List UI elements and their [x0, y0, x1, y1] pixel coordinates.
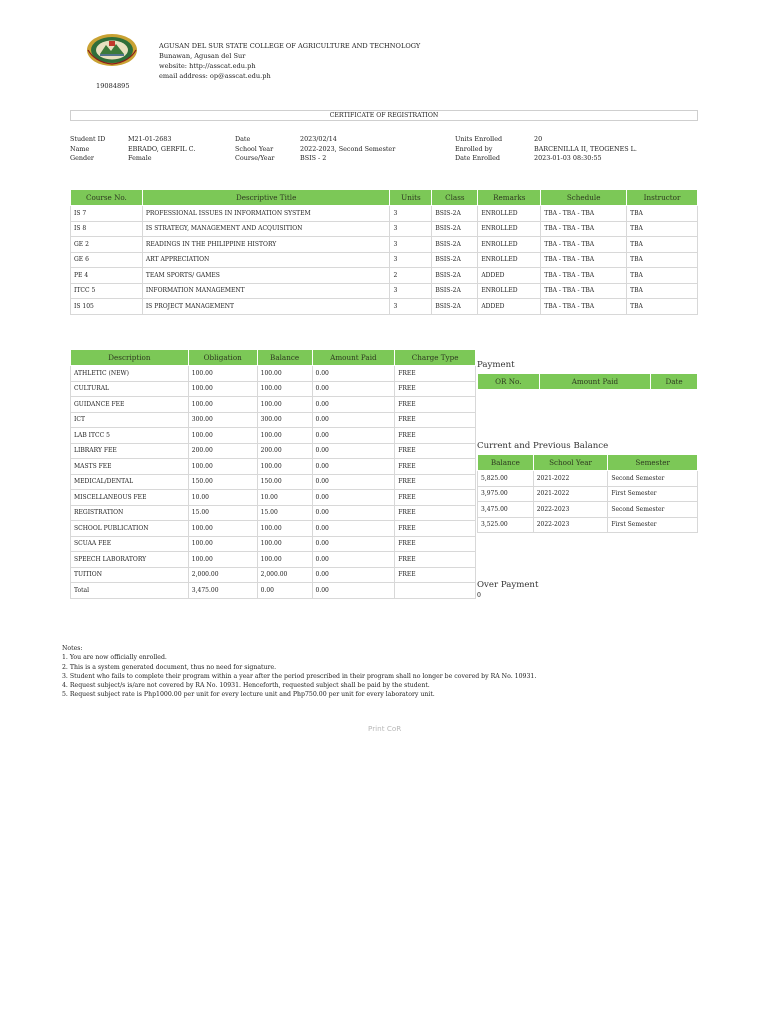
school-code: 19084895: [96, 82, 130, 90]
note-item: 5. Request subject rate is Php1000.00 per unit for every lecture unit and Php750.00 per unit for every laboratory unit.: [62, 691, 435, 699]
fee-cell: 0.00: [312, 397, 395, 413]
school-email: email address: op@asscat.edu.ph: [159, 72, 271, 80]
course-cell: BSIS-2A: [432, 206, 478, 222]
course-cell: TBA: [627, 237, 698, 253]
course-cell: 2: [390, 268, 432, 284]
course-year-value: BSIS - 2: [300, 154, 327, 163]
fee-cell: 0.00: [312, 583, 395, 599]
student-info-col-2-values: [300, 135, 395, 164]
fee-cell: 0.00: [312, 459, 395, 475]
balances-header-cell: Balance: [478, 455, 534, 471]
balance-row: [478, 502, 698, 518]
fee-cell: 100.00: [257, 459, 312, 475]
course-cell: PROFESSIONAL ISSUES IN INFORMATION SYSTEM: [142, 206, 390, 222]
fee-cell: ICT: [71, 412, 189, 428]
fee-cell: 2,000.00: [257, 567, 312, 583]
gender-value: Female: [128, 154, 152, 163]
course-cell: ITCC 5: [71, 283, 143, 299]
course-cell: TBA: [627, 252, 698, 268]
fees-header-cell: Charge Type: [395, 350, 476, 366]
name-label: Name: [70, 144, 90, 153]
student-info-col-1-values: [128, 135, 195, 164]
fee-cell: FREE: [395, 505, 476, 521]
fee-row: [71, 381, 476, 397]
fee-cell: 0.00: [312, 474, 395, 490]
fee-cell: FREE: [395, 536, 476, 552]
fee-cell: 100.00: [188, 459, 257, 475]
fee-cell: 0.00: [312, 428, 395, 444]
fee-cell: 0.00: [312, 505, 395, 521]
payment-header-row: [478, 374, 698, 390]
fee-cell: 100.00: [188, 397, 257, 413]
balance-cell: 2021-2022: [533, 486, 608, 502]
courses-header-row: [71, 190, 698, 206]
fee-cell: 0.00: [257, 583, 312, 599]
balance-cell: 2022-2023: [533, 517, 608, 533]
school-website: website: http://asscat.edu.ph: [159, 62, 256, 70]
balance-label: Current and Previous Balance: [477, 441, 609, 451]
fee-cell: 3,475.00: [188, 583, 257, 599]
course-cell: IS STRATEGY, MANAGEMENT AND ACQUISITION: [142, 221, 390, 237]
fee-cell: 2,000.00: [188, 567, 257, 583]
course-cell: ENROLLED: [478, 206, 541, 222]
balance-row: [478, 517, 698, 533]
course-cell: TBA - TBA - TBA: [541, 299, 627, 315]
courses-header-cell: Course No.: [71, 190, 143, 206]
fee-cell: 0.00: [312, 536, 395, 552]
fee-cell: CULTURAL: [71, 381, 189, 397]
school-address: Bunawan, Agusan del Sur: [159, 52, 246, 60]
course-row: [71, 206, 698, 222]
fee-row: [71, 366, 476, 382]
fee-cell: Total: [71, 583, 189, 599]
course-cell: READINGS IN THE PHILIPPINE HISTORY: [142, 237, 390, 253]
course-cell: TBA - TBA - TBA: [541, 268, 627, 284]
payment-header-cell: OR No.: [478, 374, 540, 390]
fee-cell: 0.00: [312, 381, 395, 397]
course-cell: 3: [390, 252, 432, 268]
fee-cell: 0.00: [312, 366, 395, 382]
fee-cell: 10.00: [257, 490, 312, 506]
fee-cell: 100.00: [257, 428, 312, 444]
courses-header-cell: Remarks: [478, 190, 541, 206]
course-cell: ENROLLED: [478, 221, 541, 237]
course-row: [71, 252, 698, 268]
course-cell: IS 8: [71, 221, 143, 237]
course-cell: ENROLLED: [478, 283, 541, 299]
fee-cell: FREE: [395, 490, 476, 506]
student-info-col-2: [235, 135, 274, 164]
fee-cell: TUITION: [71, 567, 189, 583]
course-cell: TBA - TBA - TBA: [541, 237, 627, 253]
fee-cell: 100.00: [257, 521, 312, 537]
overpayment-label: Over Payment: [477, 580, 539, 590]
note-item: 2. This is a system generated document, thus no need for signature.: [62, 663, 277, 671]
course-cell: TEAM SPORTS/ GAMES: [142, 268, 390, 284]
print-cor-link[interactable]: Print CoR: [368, 724, 402, 733]
fee-row: [71, 521, 476, 537]
fee-cell: 100.00: [257, 536, 312, 552]
course-cell: IS 105: [71, 299, 143, 315]
fee-row: [71, 428, 476, 444]
fee-row: [71, 536, 476, 552]
balance-cell: 3,525.00: [478, 517, 534, 533]
fees-header-cell: Description: [71, 350, 189, 366]
course-cell: BSIS-2A: [432, 283, 478, 299]
student-info-col-3-values: [534, 135, 637, 164]
fee-cell: SPEECH LABORATORY: [71, 552, 189, 568]
courses-header-cell: Instructor: [627, 190, 698, 206]
school-year-label: School Year: [235, 144, 274, 153]
fee-cell: 300.00: [257, 412, 312, 428]
fee-cell: REGISTRATION: [71, 505, 189, 521]
fee-cell: 0.00: [312, 567, 395, 583]
course-cell: BSIS-2A: [432, 268, 478, 284]
date-enrolled-label: Date Enrolled: [455, 154, 500, 163]
note-item: 3. Student who fails to complete their program within a year after the period prescribed in their program shall no longer be covered by RA No. 10931.: [62, 672, 537, 680]
payment-header-cell: Amount Paid: [539, 374, 650, 390]
fee-cell: FREE: [395, 521, 476, 537]
fee-cell: FREE: [395, 381, 476, 397]
fee-cell: LAB ITCC 5: [71, 428, 189, 444]
date-value: 2023/02/14: [300, 135, 337, 143]
balance-cell: Second Semester: [608, 471, 698, 487]
fee-cell: FREE: [395, 428, 476, 444]
date-enrolled-value: 2023-01-03 08:30:55: [534, 154, 602, 163]
course-cell: TBA: [627, 299, 698, 315]
fee-cell: 100.00: [257, 366, 312, 382]
course-row: [71, 221, 698, 237]
units-enrolled-value: 20: [534, 135, 543, 143]
fee-cell: FREE: [395, 412, 476, 428]
fees-header-cell: Amount Paid: [312, 350, 395, 366]
course-cell: BSIS-2A: [432, 237, 478, 253]
student-id-label: Student ID: [70, 135, 106, 143]
balance-cell: First Semester: [608, 486, 698, 502]
course-row: [71, 283, 698, 299]
fee-cell: 0.00: [312, 490, 395, 506]
school-year-value: 2022-2023, Second Semester: [300, 144, 396, 153]
course-cell: PE 4: [71, 268, 143, 284]
course-cell: 3: [390, 299, 432, 315]
fee-cell: 0.00: [312, 521, 395, 537]
student-info-col-1: [70, 135, 105, 164]
course-cell: 3: [390, 206, 432, 222]
balance-cell: 2022-2023: [533, 502, 608, 518]
fee-cell: FREE: [395, 443, 476, 459]
certificate-title: CERTIFICATE OF REGISTRATION: [70, 110, 698, 121]
fee-cell: FREE: [395, 459, 476, 475]
balances-header-cell: Semester: [608, 455, 698, 471]
payment-label: Payment: [477, 360, 515, 370]
enrolled-by-value: BARCENILLA II, TEOGENES L.: [534, 144, 637, 153]
fee-cell: 100.00: [188, 536, 257, 552]
fee-cell: FREE: [395, 366, 476, 382]
course-row: [71, 237, 698, 253]
fee-cell: FREE: [395, 567, 476, 583]
enrolled-by-label: Enrolled by: [455, 144, 493, 153]
course-cell: 3: [390, 237, 432, 253]
fee-cell: 300.00: [188, 412, 257, 428]
balance-cell: 3,475.00: [478, 502, 534, 518]
school-info: [159, 41, 420, 81]
payment-table: [477, 373, 698, 390]
fee-cell: [395, 583, 476, 599]
course-cell: INFORMATION MANAGEMENT: [142, 283, 390, 299]
course-cell: TBA: [627, 268, 698, 284]
overpayment-value: 0: [477, 592, 481, 599]
course-cell: ENROLLED: [478, 237, 541, 253]
course-cell: TBA: [627, 283, 698, 299]
fee-row: [71, 459, 476, 475]
fees-header-cell: Balance: [257, 350, 312, 366]
fee-cell: MISCELLANEOUS FEE: [71, 490, 189, 506]
fee-row: [71, 552, 476, 568]
courses-header-cell: Units: [390, 190, 432, 206]
balances-header-cell: School Year: [533, 455, 608, 471]
course-cell: TBA - TBA - TBA: [541, 221, 627, 237]
fee-cell: FREE: [395, 397, 476, 413]
balance-cell: First Semester: [608, 517, 698, 533]
course-cell: TBA: [627, 221, 698, 237]
fee-cell: FREE: [395, 552, 476, 568]
fees-header-row: [71, 350, 476, 366]
balance-row: [478, 486, 698, 502]
course-cell: GE 2: [71, 237, 143, 253]
fee-cell: 0.00: [312, 412, 395, 428]
payment-header-cell: Date: [651, 374, 698, 390]
fee-cell: SCHOOL PUBLICATION: [71, 521, 189, 537]
student-info-col-3: [455, 135, 502, 164]
balance-header-row: [478, 455, 698, 471]
fee-row: [71, 567, 476, 583]
fee-cell: 100.00: [188, 552, 257, 568]
balance-cell: 5,825.00: [478, 471, 534, 487]
fee-cell: LIBRARY FEE: [71, 443, 189, 459]
fee-cell: 100.00: [188, 428, 257, 444]
course-cell: GE 6: [71, 252, 143, 268]
fee-cell: 150.00: [257, 474, 312, 490]
fee-row: [71, 490, 476, 506]
course-cell: BSIS-2A: [432, 299, 478, 315]
fees-header-cell: Obligation: [188, 350, 257, 366]
note-item: 4. Request subject/s is/are not covered by RA No. 10931. Henceforth, requested subject shall be paid by the student.: [62, 682, 430, 690]
course-cell: 3: [390, 283, 432, 299]
fee-cell: 100.00: [257, 381, 312, 397]
fee-cell: 200.00: [188, 443, 257, 459]
course-cell: ART APPRECIATION: [142, 252, 390, 268]
student-id-value: M21-01-2683: [128, 135, 172, 143]
fee-cell: 100.00: [188, 521, 257, 537]
course-row: [71, 268, 698, 284]
balance-table: [477, 454, 698, 533]
fee-row: [71, 397, 476, 413]
date-label: Date: [235, 135, 251, 143]
courses-header-cell: Class: [432, 190, 478, 206]
course-cell: BSIS-2A: [432, 252, 478, 268]
fee-cell: GUIDANCE FEE: [71, 397, 189, 413]
fee-cell: 150.00: [188, 474, 257, 490]
notes: [62, 644, 536, 700]
course-cell: 3: [390, 221, 432, 237]
school-name: AGUSAN DEL SUR STATE COLLEGE OF AGRICULTURE AND TECHNOLOGY: [159, 42, 421, 50]
fee-row: [71, 505, 476, 521]
units-enrolled-label: Units Enrolled: [455, 135, 503, 143]
courses-table: [70, 189, 698, 315]
fee-cell: ATHLETIC (NEW): [71, 366, 189, 382]
courses-header-cell: Descriptive Title: [142, 190, 390, 206]
course-cell: TBA - TBA - TBA: [541, 283, 627, 299]
fee-cell: 100.00: [188, 366, 257, 382]
balance-row: [478, 471, 698, 487]
course-cell: IS PROJECT MANAGEMENT: [142, 299, 390, 315]
gender-label: Gender: [70, 154, 94, 163]
course-cell: ADDED: [478, 268, 541, 284]
fee-row: [71, 474, 476, 490]
course-cell: TBA: [627, 206, 698, 222]
fee-cell: 100.00: [257, 552, 312, 568]
course-year-label: Course/Year: [235, 154, 275, 163]
course-cell: ADDED: [478, 299, 541, 315]
fee-cell: 200.00: [257, 443, 312, 459]
fee-cell: 10.00: [188, 490, 257, 506]
balance-cell: Second Semester: [608, 502, 698, 518]
courses-header-cell: Schedule: [541, 190, 627, 206]
fee-cell: 0.00: [312, 443, 395, 459]
course-cell: TBA - TBA - TBA: [541, 206, 627, 222]
fee-row: [71, 583, 476, 599]
fee-row: [71, 443, 476, 459]
note-item: 1. You are now officially enrolled.: [62, 654, 167, 662]
fee-row: [71, 412, 476, 428]
course-row: [71, 299, 698, 315]
balance-cell: 3,975.00: [478, 486, 534, 502]
fee-cell: 15.00: [257, 505, 312, 521]
course-cell: BSIS-2A: [432, 221, 478, 237]
notes-title: Notes:: [62, 645, 83, 652]
name-value: EBRADO, GERFIL C.: [128, 144, 196, 153]
fee-cell: SCUAA FEE: [71, 536, 189, 552]
fee-cell: 0.00: [312, 552, 395, 568]
fee-cell: MEDICAL/DENTAL: [71, 474, 189, 490]
fee-cell: 15.00: [188, 505, 257, 521]
fees-table: [70, 349, 476, 599]
school-seal-logo: [86, 33, 138, 67]
fee-cell: FREE: [395, 474, 476, 490]
fee-cell: 100.00: [257, 397, 312, 413]
fee-cell: 100.00: [188, 381, 257, 397]
balance-cell: 2021-2022: [533, 471, 608, 487]
course-cell: TBA - TBA - TBA: [541, 252, 627, 268]
fee-cell: MASTS FEE: [71, 459, 189, 475]
course-cell: IS 7: [71, 206, 143, 222]
course-cell: ENROLLED: [478, 252, 541, 268]
